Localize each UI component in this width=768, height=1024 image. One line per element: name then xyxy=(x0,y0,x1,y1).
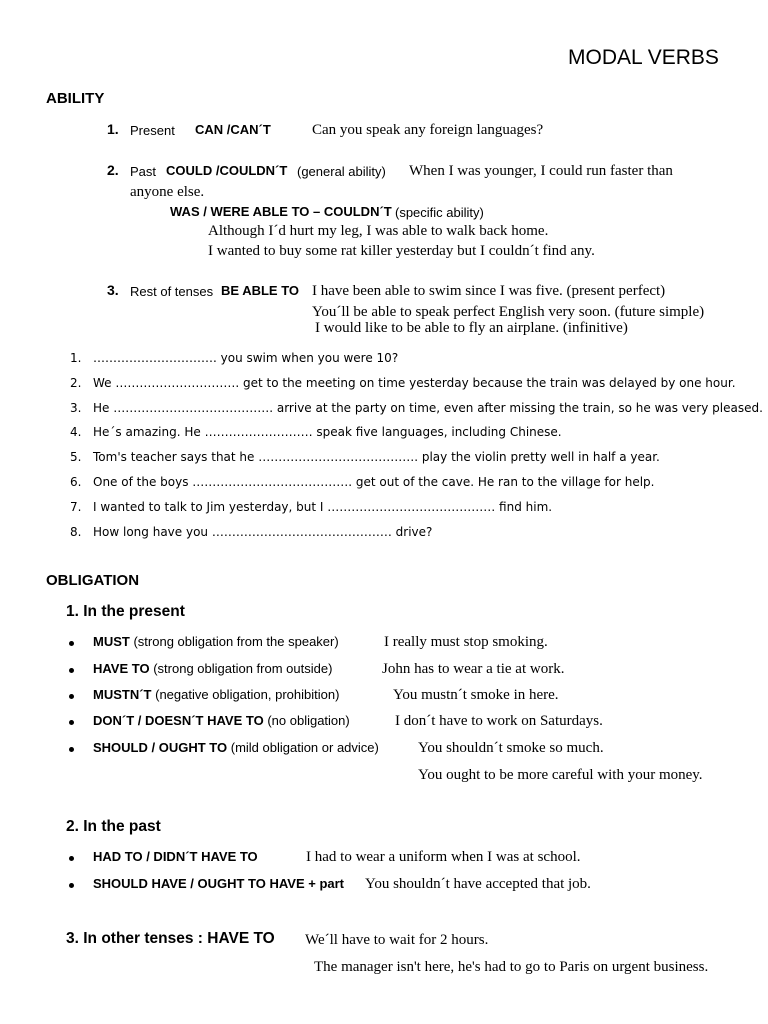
bullet-icon xyxy=(69,883,74,888)
ability-item-3-form: BE ABLE TO xyxy=(221,283,300,298)
ability-item-1-example: Can you speak any foreign languages? xyxy=(312,122,544,138)
present-subheading: 1. In the present xyxy=(66,603,185,620)
ability-item-2-note: (general ability) xyxy=(297,164,386,179)
ability-item-3-pre: Rest of tenses xyxy=(130,284,214,299)
bullet-icon xyxy=(69,668,74,673)
obligation-example: You mustn´t smoke in here. xyxy=(393,687,559,703)
ability-item-3-number: 3. xyxy=(107,282,119,298)
ability-item-1 xyxy=(107,121,119,139)
other-example-2: The manager isn't here, he's had to go to Paris on urgent business. xyxy=(314,959,709,975)
obligation-example: You shouldn´t smoke so much. xyxy=(418,740,604,756)
rest-example-2: I would like to be able to fly an airplane. (infinitive) xyxy=(315,320,628,336)
obligation-example: You shouldn´t have accepted that job. xyxy=(365,876,591,892)
ability-item-1-form: CAN /CAN´T xyxy=(195,122,271,137)
obligation-example: I had to wear a uniform when I was at school. xyxy=(306,849,581,865)
obligation-example: I don´t have to work on Saturdays. xyxy=(395,713,603,729)
page-title: MODAL VERBS xyxy=(568,46,719,69)
ability-item-2-example-cont: anyone else. xyxy=(130,184,205,200)
specific-ability-note: (specific ability) xyxy=(395,205,484,220)
ability-item-1-pre: Present xyxy=(130,123,175,138)
obligation-example-extra: You ought to be more careful with your money. xyxy=(418,767,703,783)
ability-heading: ABILITY xyxy=(46,90,105,107)
other-example-1: We´ll have to wait for 2 hours. xyxy=(305,932,489,948)
ability-item-2-pre: Past xyxy=(130,164,157,179)
item-number: 1. xyxy=(107,121,119,137)
bullet-icon xyxy=(69,641,74,646)
specific-example-1: Although I´d hurt my leg, I was able to walk back home. xyxy=(208,223,549,239)
bullet-icon xyxy=(69,747,74,752)
ability-item-2-form: COULD /COULDN´T xyxy=(166,163,288,178)
past-subheading: 2. In the past xyxy=(66,818,161,835)
obligation-heading: OBLIGATION xyxy=(46,572,140,589)
ability-item-2-number: 2. xyxy=(107,162,119,178)
specific-ability-form: WAS / WERE ABLE TO – COULDN´T xyxy=(170,204,392,219)
other-tenses-subheading: 3. In other tenses : HAVE TO xyxy=(66,930,275,947)
bullet-icon xyxy=(69,694,74,699)
specific-example-2: I wanted to buy some rat killer yesterday but I couldn´t find any. xyxy=(208,243,595,259)
bullet-icon xyxy=(69,856,74,861)
rest-example-1: You´ll be able to speak perfect English very soon. (future simple) xyxy=(312,304,705,320)
obligation-example: John has to wear a tie at work. xyxy=(382,661,565,677)
ability-item-3-example: I have been able to swim since I was five. (present perfect) xyxy=(312,283,666,299)
obligation-example: I really must stop smoking. xyxy=(384,634,548,650)
bullet-icon xyxy=(69,720,74,725)
ability-item-2-example: When I was younger, I could run faster than xyxy=(409,163,673,179)
